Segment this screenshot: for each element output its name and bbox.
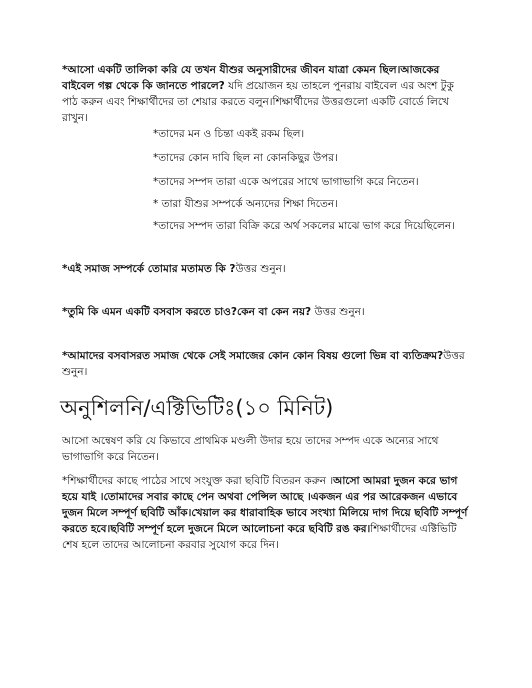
intro-bold-text: *আসো একটি তালিকা করি যে তখন যীশুর অনুসারীদের জীবন যাত্রা কেমন ছিল।আজকের বাইবেল গল্প থেকে কি জানতে পারলে? [62,64,440,92]
activity-paragraph-2-bold: আসো আমরা দুজন করে ভাগ হয়ে যাই ।তোমাদের সবার কাছে পেন অথবা পেন্সিল আছে ।একজন এর পর আরেকজন এভাবে দুজন মিলে সম্পূর্ণ ছবিটি আঁক।খেয়াল কর ধারাবাহিক ভাবে সংখ্যা মিলিয়ে দাগ দিয়ে ছবিটি সম্পূর্ণ করতে হবে।ছবিটি সম্পূর্ণ হলে দুজনে মিলে আলোচনা করে ছবিটি রঙ কর। [62,475,468,535]
question-2-bold: *তুমি কি এমন একটি বসবাস করতে চাও?কেন বা কেন নয়? [62,306,312,318]
question-1-normal: উত্তর শুনুন। [235,263,286,275]
intro-normal-text: যদি প্রয়োজন হয় তাহলে পুনরায় বাইবেল এর অংশ টুকু পাঠ করুন এবং শিক্ষার্থীদের তা শেয়ার করতে বলুন।শিক্ষার্থীদের উত্তরগুলো একটি বোর্ডে লিখে রাখুন। [62,80,454,124]
question-2-normal: উত্তর শুনুন। [311,306,365,318]
bullet-item-2: *তাদের কোন দাবি ছিল না কোনকিছুর উপর। [153,152,338,164]
question-3-normal: উত্তর শুনুন। [62,350,465,378]
question-2 [62,304,472,320]
intro-paragraph [62,62,472,126]
activity-paragraph-2-outro: শিক্ষার্থীদের এক্টিভিটি শেষ হলে তাদের আলোচনা করবার সুযোগ করে দিন। [62,523,457,551]
activity-paragraph-1: আসো অন্বেষণ করি যে কিভাবে প্রাথমিক মণ্ডলী উদার হয়ে তাদের সম্পদ একে অন্যের সাথে ভাগাভাগি করে নিতেন। [62,435,439,463]
activity-paragraph-2-intro: *শিক্ষার্থীদের কাছে পাঠের সাথে সংযুক্ত করা ছবিটি বিতরন করুন । [62,475,334,487]
question-3 [62,348,472,380]
bullet-item-5: *তাদের সম্পদ তারা বিক্রি করে অর্থ সকলের মাঝে ভাগ করে দিয়েছিলেন। [153,220,455,232]
bullet-item-3: *তাদের সম্পদ তারা একে অপরের সাথে ভাগাভাগি করে নিতেন। [153,176,419,188]
bullet-item-4: * তারা যীশুর সম্পর্কে অন্যদের শিক্ষা দিতেন। [153,198,338,210]
activity-paragraph-2 [62,473,472,553]
question-1 [62,261,472,277]
question-1-bold: *এই সমাজ সম্পর্কে তোমার মতামত কি ? [62,263,236,275]
activity-heading: অনুশিলনি/এক্টিভিটিঃ(১০ মিনিট) [60,396,334,420]
question-3-bold: *আমাদের বসবাসরত সমাজ থেকে সেই সমাজের কোন কোন বিষয় গুলো ভিন্ন বা ব্যতিক্রম? [62,350,444,362]
bullet-item-1: *তাদের মন ও চিন্তা একই রকম ছিল। [153,128,305,140]
